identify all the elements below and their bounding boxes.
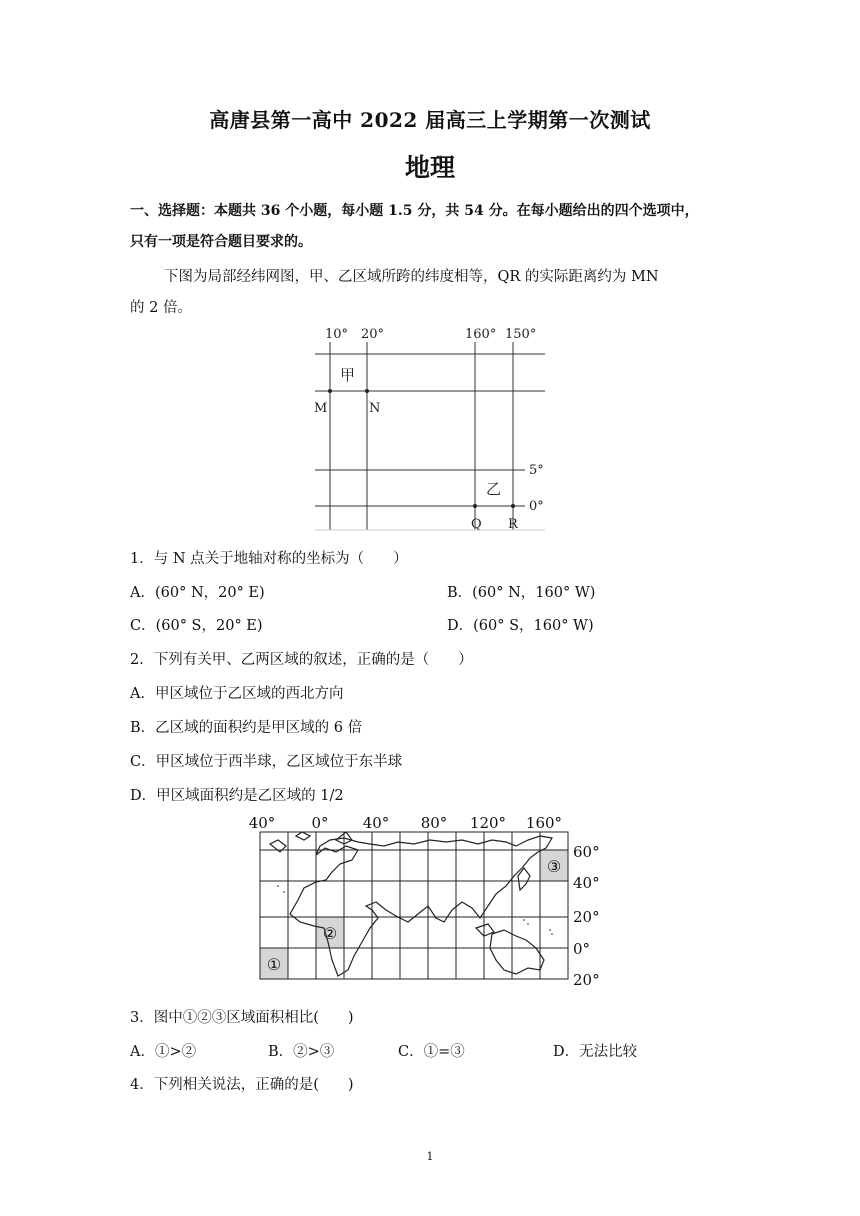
page-number: 1 (426, 1150, 434, 1163)
point-r-label: R (508, 517, 518, 532)
point-r (511, 504, 515, 508)
q2-option-c: C．甲区域位于西半球，乙区域位于东半球 (130, 754, 403, 770)
section-heading-line1: 一、选择题：本题共 36 个小题，每小题 1.5 分，共 54 分。在每小题给出的四个选项中， (130, 203, 699, 219)
region-yi-label: 乙 (486, 480, 502, 498)
page-title: 高唐县第一高中 2022 届高三上学期第一次测试 (209, 108, 651, 132)
q3-option-a: A．①>② (130, 1044, 197, 1060)
point-q (473, 504, 477, 508)
point-m-label: M (314, 401, 328, 416)
lat-label-0: 0° (529, 499, 544, 514)
region-1-label: ① (266, 955, 282, 974)
graticule-figure (300, 320, 560, 535)
q2-stem: 2．下列有关甲、乙两区域的叙述，正确的是（ ） (130, 652, 473, 668)
lat-label-0: 0° (573, 940, 591, 958)
lon-label-20: 20° (361, 327, 385, 342)
lat-label-40n: 40° (573, 874, 600, 892)
lon-label-150: 150° (505, 327, 537, 342)
intro-line1: 下图为局部经纬网图，甲、乙区域所跨的纬度相等，QR 的实际距离约为 MN (164, 269, 659, 285)
lon-label-120e: 120° (469, 814, 507, 832)
q1-option-a: A．(60° N，20° E) (130, 585, 265, 601)
subject-title: 地理 (404, 153, 455, 182)
lat-label-5: 5° (529, 463, 544, 478)
lon-label-0: 0° (311, 814, 329, 832)
lon-label-10: 10° (325, 327, 349, 342)
point-n-label: N (369, 401, 381, 416)
q1-option-c: C．(60° S，20° E) (130, 618, 263, 634)
lat-label-20n: 20° (573, 908, 600, 926)
q2-option-d: D．甲区域面积约是乙区域的 1/2 (130, 788, 344, 804)
q1-option-b: B．(60° N，160° W) (447, 585, 596, 601)
q3-option-c: C．①=③ (398, 1044, 465, 1060)
q2-option-b: B．乙区域的面积约是甲区域的 6 倍 (130, 720, 363, 736)
lon-label-160e: 160° (525, 814, 563, 832)
point-n (365, 389, 369, 393)
lon-label-40w: 40° (248, 814, 276, 832)
q3-option-b: B．②>③ (268, 1044, 335, 1060)
intro-line2: 的 2 倍。 (130, 300, 192, 316)
lat-label-60n: 60° (573, 843, 600, 861)
q2-option-a: A．甲区域位于乙区域的西北方向 (130, 686, 344, 702)
lon-label-40e: 40° (362, 814, 390, 832)
q1-stem: 1．与 N 点关于地轴对称的坐标为（ ） (130, 551, 408, 567)
region-3-label: ③ (546, 857, 562, 876)
world-grid-map (240, 810, 610, 990)
lat-label-20s: 20° (573, 971, 600, 989)
q1-option-d: D．(60° S，160° W) (447, 618, 594, 634)
point-q-label: Q (471, 517, 482, 532)
region-2-label: ② (322, 924, 338, 943)
lon-label-80e: 80° (420, 814, 448, 832)
point-m (328, 389, 332, 393)
q3-stem: 3．图中①②③区域面积相比( ) (130, 1010, 354, 1026)
region-jia-label: 甲 (340, 366, 356, 384)
lon-label-160: 160° (465, 327, 497, 342)
coastlines (270, 832, 552, 976)
q4-stem: 4．下列相关说法，正确的是( ) (130, 1077, 354, 1093)
section-heading-line2: 只有一项是符合题目要求的。 (130, 234, 312, 250)
q3-option-d: D．无法比较 (553, 1044, 638, 1060)
